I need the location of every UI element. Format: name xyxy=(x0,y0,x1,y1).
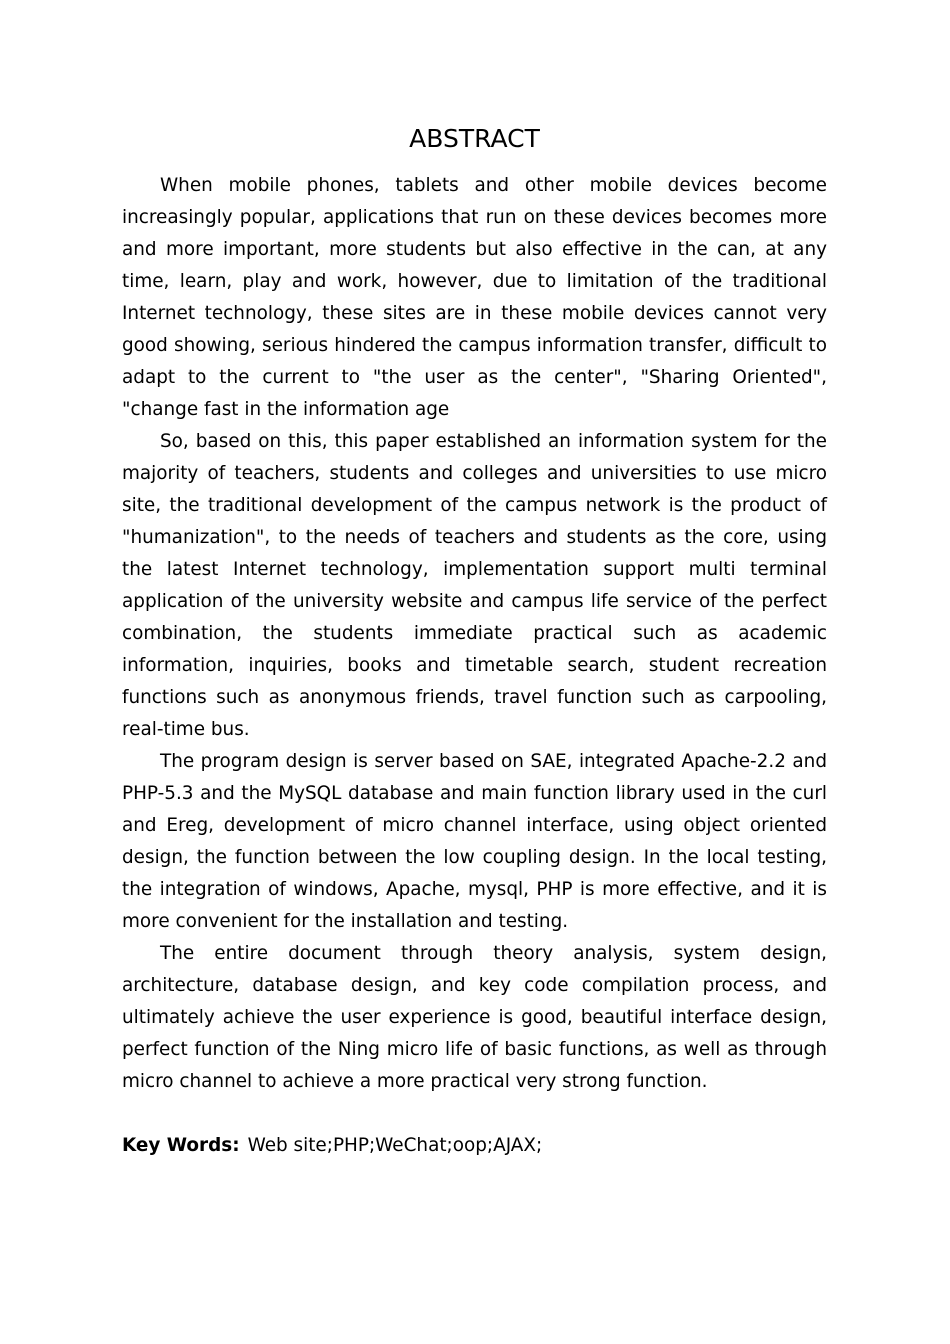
abstract-paragraph-4: The entire document through theory analysis, system design, architecture, database design, and key code compilation process, and ultimately achieve the user experience is good, beautiful interface design, perfect function of the Ning micro life of basic functions, as well as through micro channel to achieve a more practical very strong function. xyxy=(122,943,827,1092)
abstract-paragraph-1: When mobile phones, tablets and other mobile devices become increasingly popular, applications that run on these devices becomes more and more important, more students but also effective in the can, at any time, learn, play and work, however, due to limitation of the traditional Internet technology, these sites are in these mobile devices cannot very good showing, serious hindered the campus information transfer, difficult to adapt to the current to "the user as the center", "Sharing Oriented", "change fast in the information age xyxy=(122,175,827,420)
abstract-title: ABSTRACT xyxy=(409,124,540,153)
abstract-page xyxy=(122,122,827,1162)
abstract-paragraph-3: The program design is server based on SAE, integrated Apache-2.2 and PHP-5.3 and the MySQL database and main function library used in the curl and Ereg, development of micro channel interface, using object oriented design, the function between the low coupling design. In the local testing, the integration of windows, Apache, mysql, PHP is more effective, and it is more convenient for the installation and testing. xyxy=(122,751,827,932)
keywords-line xyxy=(122,1130,827,1162)
keywords-label: Key Words: xyxy=(122,1135,240,1156)
abstract-paragraph-2: So, based on this, this paper established an information system for the majority of teachers, students and colleges and universities to use micro site, the traditional development of the campus network is the product of "humanization", to the needs of teachers and students as the core, using the latest Internet technology, implementation support multi terminal application of the university website and campus life service of the perfect combination, the students immediate practical such as academic information, inquiries, books and timetable search, student recreation functions such as anonymous friends, travel function such as carpooling, real-time bus. xyxy=(122,431,827,740)
keywords-value: Web site;PHP;WeChat;oop;AJAX; xyxy=(247,1135,543,1156)
